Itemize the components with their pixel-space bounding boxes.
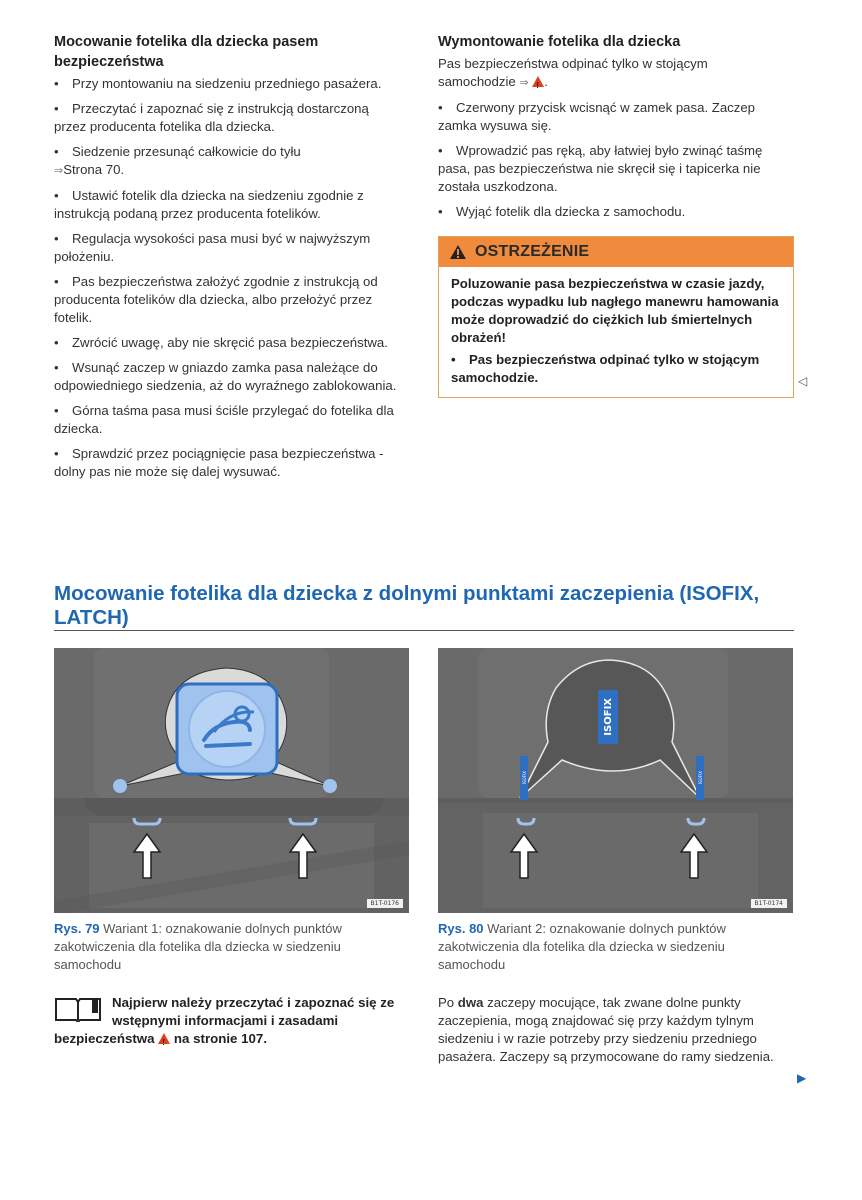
continue-icon: ▶ — [797, 1071, 807, 1085]
warning-header — [439, 237, 793, 267]
figure-isofix-variant-1 — [54, 648, 409, 913]
list-item: • Wsunąć zaczep w gniazdo zamka pasa należące do odpowiedniego siedzenia, aż do wyraźnego zablokowania. — [54, 360, 397, 393]
list-item: • Czerwony przycisk wcisnąć w zamek pasa. Zaczep zamka wysuwa się. — [438, 100, 756, 133]
warning-title: OSTRZEŻENIE — [475, 243, 590, 260]
warning-text: Poluzowanie pasa bezpieczeństwa w czasie jazdy, podczas wypadku lub nagłego manewru hamowania może doprowadzić do ciężkich lub śmiertelnych obrażeń! — [451, 276, 779, 345]
list-item: • Pas bezpieczeństwa założyć zgodnie z instrukcją od producenta fotelików dla dziecka, albo przełożyć przez fotelik. — [54, 274, 378, 325]
warning-box — [438, 236, 794, 398]
right-heading: Wymontowanie fotelika dla dziecka — [438, 34, 681, 50]
warning-bullet: • Pas bezpieczeństwa odpinać tylko w stojącym samochodzie. — [451, 352, 760, 385]
intro-text: Pas bezpieczeństwa odpinać tylko w stojącym samochodzie ⇒ ! . — [438, 55, 788, 92]
divider — [54, 630, 794, 631]
warning-triangle-icon — [449, 244, 467, 260]
read-first-note — [54, 994, 404, 1048]
warning-body — [439, 267, 793, 397]
caption-label: Rys. 80 — [438, 921, 484, 936]
read-note-ref[interactable]: na stronie 107. — [173, 1031, 268, 1046]
list-item: • Ustawić fotelik dla dziecka na siedzeniu zgodnie z instrukcją podaną przez producenta fotelików. — [54, 188, 364, 221]
ref-link[interactable]: Strona 70. — [63, 162, 125, 177]
isofix-label-large: ISOFIX — [598, 690, 618, 744]
list-item: • Sprawdzić przez pociągnięcie pasa bezpieczeństwa - dolny pas nie może się dalej wysuwać. — [54, 446, 384, 479]
figure-caption — [438, 920, 793, 974]
figure-isofix-variant-2 — [438, 648, 793, 913]
warning-triangle-icon[interactable] — [158, 1033, 170, 1044]
left-column — [54, 32, 404, 488]
isofix-label-small: ISOFIX — [697, 771, 703, 785]
list-item: • Siedzenie przesunąć całkowicie do tyłu ⇒Strona 70. — [54, 144, 301, 177]
caption-label: Rys. 79 — [54, 921, 100, 936]
left-heading: Mocowanie fotelika dla dziecka pasem bezpieczeństwa — [54, 34, 319, 70]
seat-illustration — [54, 648, 409, 913]
ref-arrow: ⇒ — [54, 165, 64, 177]
book-icon — [54, 994, 104, 1022]
emphasis: dwa — [457, 995, 484, 1010]
seat-illustration — [438, 648, 793, 913]
list-item: • Wprowadzić pas ręką, aby łatwiej było zwinąć taśmę pasa, pas bezpieczeństwa nie skręcił się i tapicerka nie została uszkodzona. — [438, 143, 763, 194]
list-item: • Górna taśma pasa musi ściśle przylegać do fotelika dla dziecka. — [54, 403, 394, 436]
list-item: • Przy montowaniu na siedzeniu przedniego pasażera. — [54, 76, 382, 91]
caption-text: Wariant 1: oznakowanie dolnych punktów zakotwiczenia dla fotelika dla dziecka w siedzeniu samochodu — [54, 921, 342, 972]
list-item: • Wyjąć fotelik dla dziecka z samochodu. — [438, 204, 686, 219]
figure-code: B1T-0174 — [751, 899, 787, 908]
figure-caption — [54, 920, 409, 974]
ref-arrow: ⇒ — [519, 77, 529, 89]
list-item: • Zwrócić uwagę, aby nie skręcić pasa bezpieczeństwa. — [54, 335, 388, 350]
isofix-paragraph: Po dwa zaczepy mocujące, tak zwane dolne punkty zaczepienia, mogą znajdować się przy każdym tylnym siedzeniu i w razie potrzeby przy siedzeniu przedniego pasażera. Zaczepy są przymocowane do ramy siedzenia. — [438, 995, 774, 1064]
section-end-icon: ◁ — [798, 374, 808, 388]
section-title: Mocowanie fotelika dla dziecka z dolnymi punktami zaczepienia (ISOFIX, LATCH) — [54, 582, 760, 629]
read-note-text: Najpierw należy przeczytać i zapoznać się ze wstępnymi informacjami i zasadami bezpieczeństwa — [54, 995, 395, 1046]
figure-code: B1T-0176 — [367, 899, 403, 908]
isofix-label-small: ISOFIX — [521, 771, 527, 785]
list-item: • Regulacja wysokości pasa musi być w najwyższym położeniu. — [54, 231, 371, 264]
list-item: • Przeczytać i zapoznać się z instrukcją dostarczoną przez producenta fotelika dla dziecka. — [54, 101, 369, 134]
right-column — [438, 32, 788, 228]
caption-text: Wariant 2: oznakowanie dolnych punktów zakotwiczenia dla fotelika dla dziecka w siedzeniu samochodu — [438, 921, 726, 972]
warning-triangle-icon[interactable] — [532, 76, 544, 87]
